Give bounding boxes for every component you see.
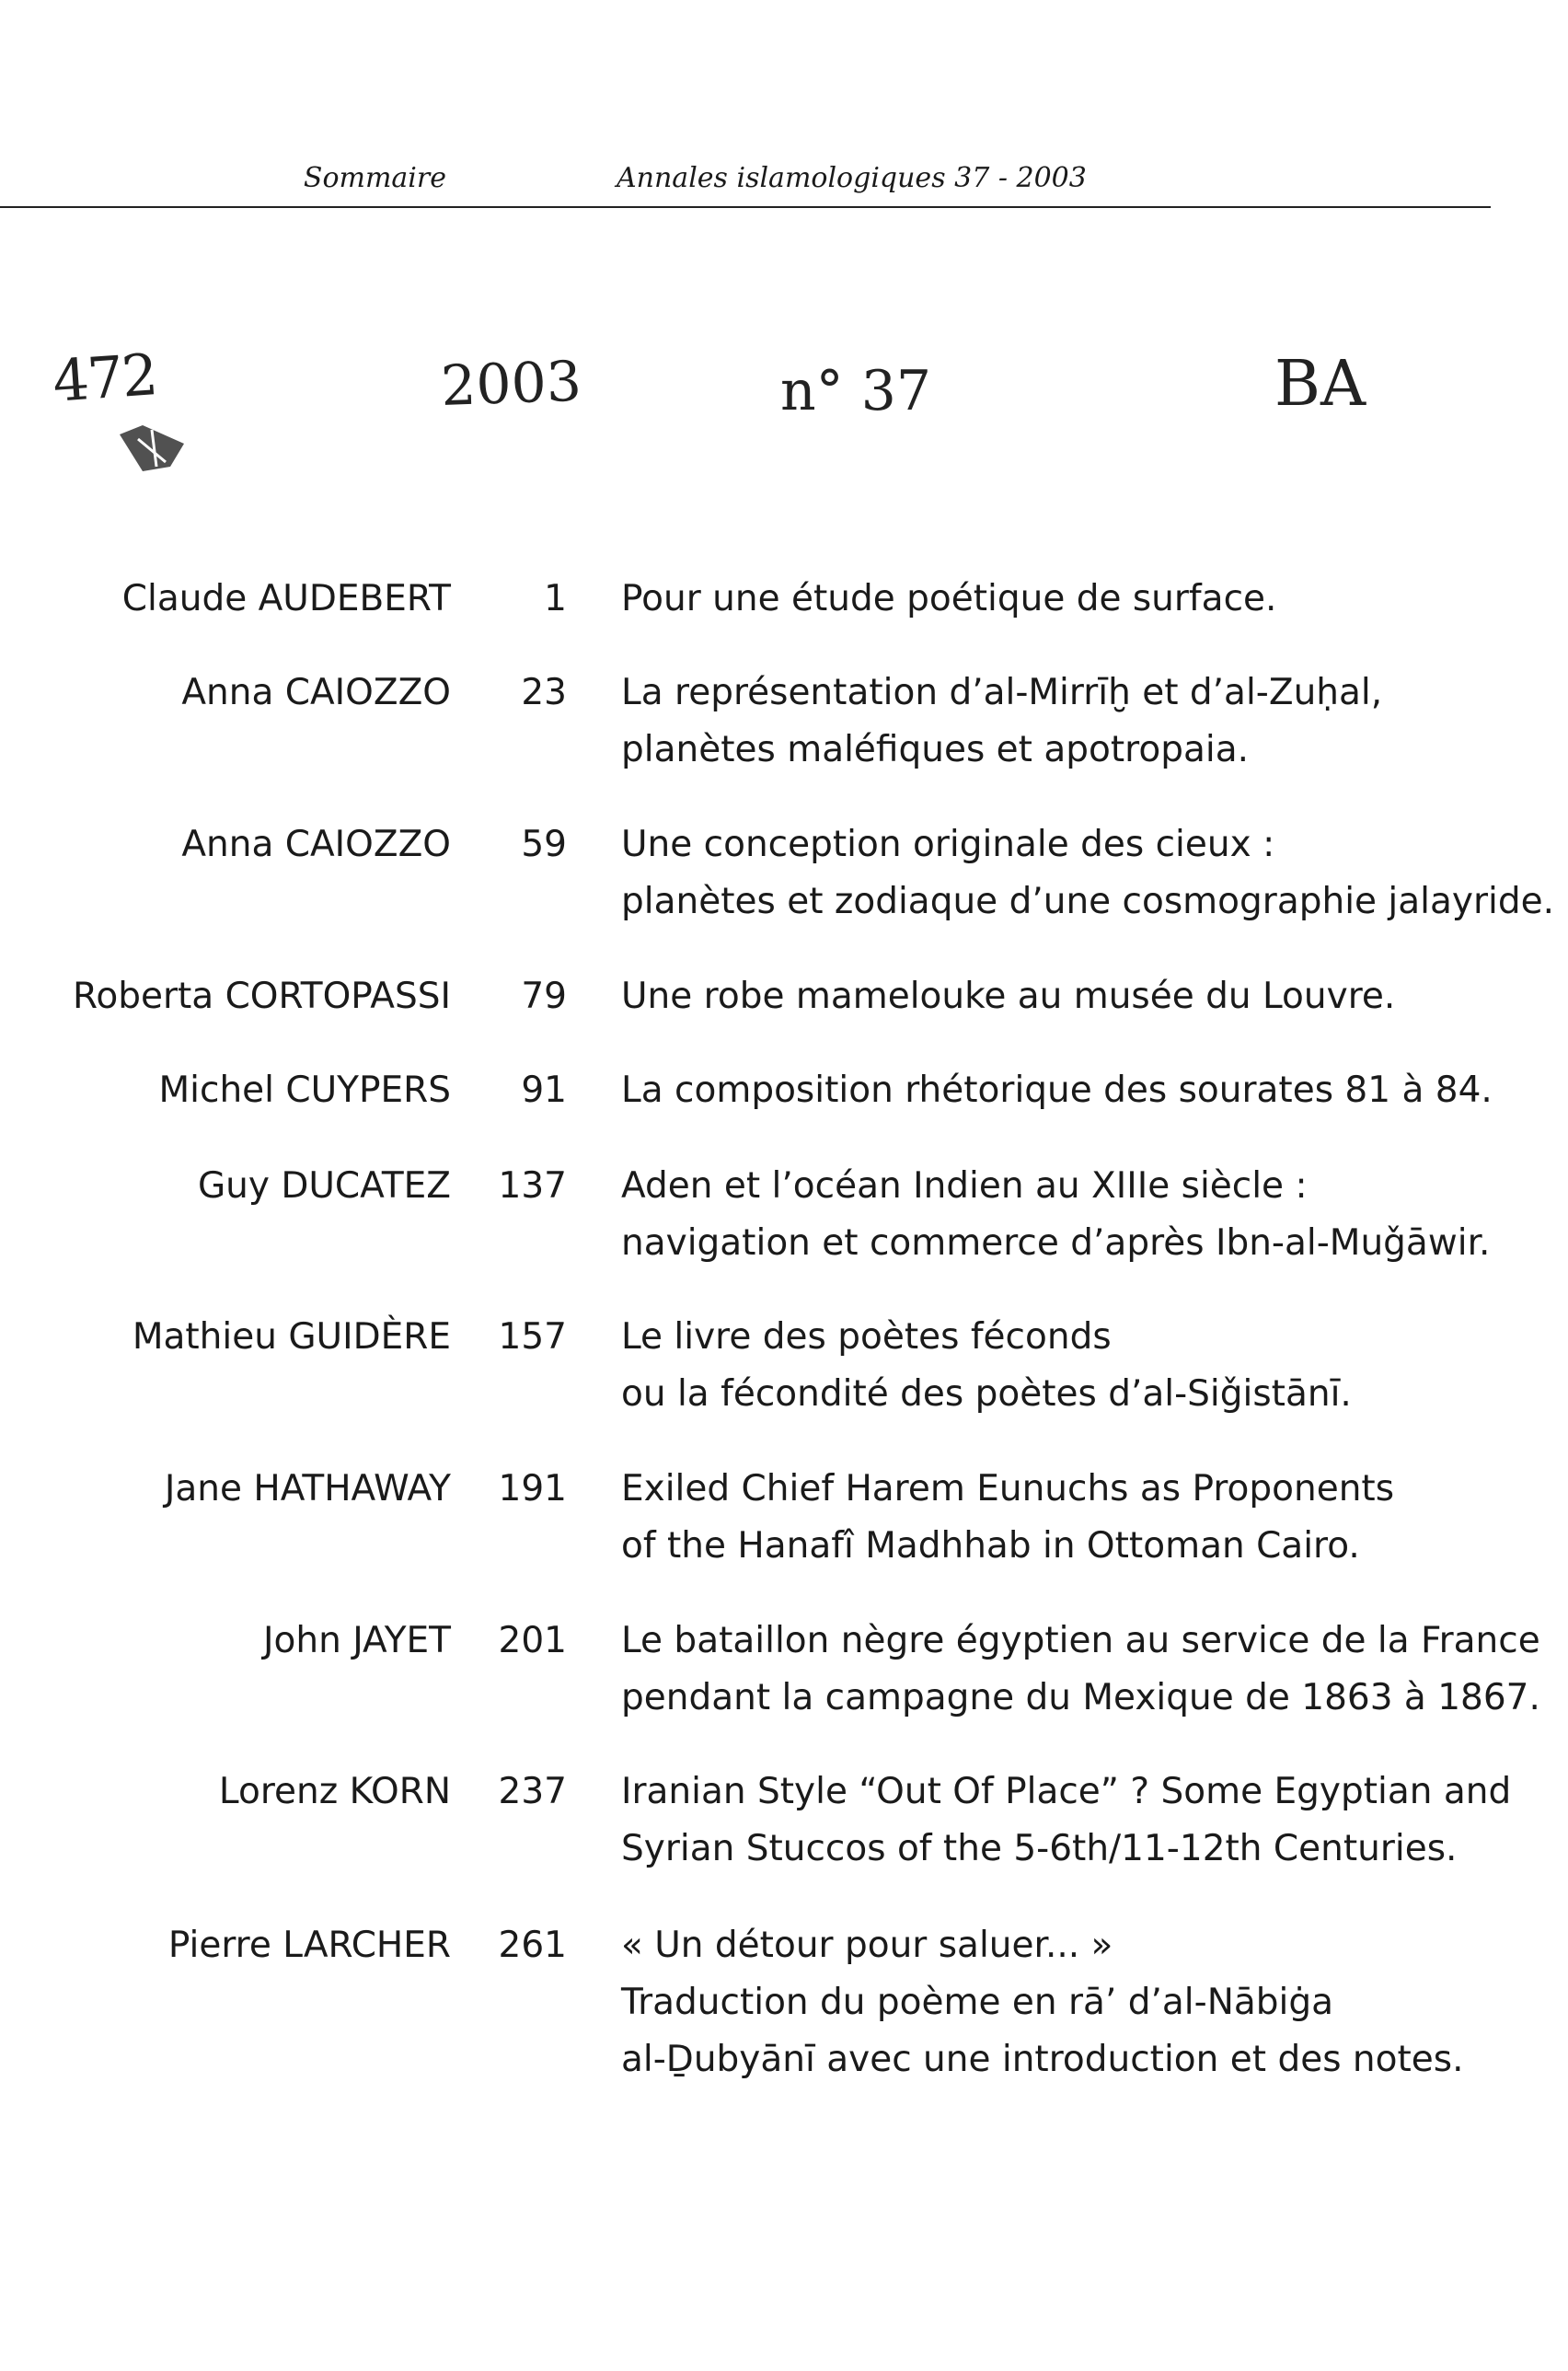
- entry-page: 59: [521, 824, 567, 865]
- title-line: La composition rhétorique des sourates 81 à 84.: [621, 1070, 1493, 1111]
- entry-page: 1: [544, 578, 567, 619]
- title-line: ou la fécondité des poètes d’al-Siǧistānī.: [621, 1373, 1352, 1415]
- entry-author: Lorenz KORN: [218, 1771, 451, 1812]
- entry-page: 191: [498, 1468, 567, 1509]
- title-line: Une conception originale des cieux :: [621, 824, 1275, 865]
- entry-page: 91: [521, 1070, 567, 1111]
- entry-author: Roberta CORTOPASSI: [72, 976, 451, 1017]
- entry-title: [621, 571, 1541, 628]
- entry-page: 157: [498, 1316, 567, 1358]
- entry-author: Anna CAIOZZO: [181, 824, 451, 865]
- entry-title: [621, 665, 1541, 779]
- entry-author: Jane HATHAWAY: [164, 1468, 451, 1509]
- entry-title: [621, 968, 1541, 1025]
- entry-author: Mathieu GUIDÈRE: [132, 1316, 451, 1358]
- title-line: planètes maléfiques et apotropaia.: [621, 729, 1249, 770]
- entry-page: 261: [498, 1925, 567, 1966]
- entry-page: 79: [521, 976, 567, 1017]
- entry-page: 23: [521, 672, 567, 713]
- entry-author: Pierre LARCHER: [167, 1925, 451, 1966]
- title-line: of the Hanafî Madhhab in Ottoman Cairo.: [621, 1525, 1360, 1567]
- title-line: Exiled Chief Harem Eunuchs as Proponents: [621, 1468, 1395, 1509]
- title-line: al-Ḏubyānī avec une introduction et des notes.: [621, 2039, 1464, 2080]
- handwritten-shelfmark: 472: [51, 341, 159, 415]
- title-line: Aden et l’océan Indien au XIIIe siècle :: [621, 1165, 1308, 1207]
- section-title: Sommaire: [303, 162, 446, 194]
- entry-page: 137: [498, 1165, 567, 1207]
- title-line: Pour une étude poétique de surface.: [621, 578, 1277, 619]
- handwritten-code: BA: [1274, 348, 1366, 421]
- title-line: Traduction du poème en rā’ d’al-Nābiġa: [621, 1982, 1334, 2023]
- entry-author: Michel CUYPERS: [158, 1070, 451, 1111]
- title-line: Syrian Stuccos of the 5-6th/11-12th Centuries.: [621, 1828, 1458, 1869]
- entry-page: 237: [498, 1771, 567, 1812]
- entry-page: 201: [498, 1620, 567, 1661]
- entry-author: Anna CAIOZZO: [181, 672, 451, 713]
- entry-title: [621, 816, 1554, 931]
- journal-title: Annales islamologiques 37 - 2003: [617, 162, 1087, 194]
- entry-author: Claude AUDEBERT: [121, 578, 451, 619]
- entry-title: [621, 1917, 1541, 2088]
- entry-title: [621, 1158, 1541, 1272]
- entry-title: [621, 1062, 1541, 1119]
- title-line: navigation et commerce d’après Ibn-al-Muǧāwir.: [621, 1222, 1491, 1264]
- entry-author: Guy DUCATEZ: [197, 1165, 451, 1207]
- title-line: Le livre des poètes féconds: [621, 1316, 1112, 1358]
- entry-title: [621, 1309, 1541, 1423]
- entry-title: [621, 1764, 1541, 1878]
- title-line: Iranian Style “Out Of Place” ? Some Egyptian and: [621, 1771, 1512, 1812]
- entry-title: [621, 1613, 1541, 1727]
- title-line: Le bataillon nègre égyptien au service de la France: [621, 1620, 1540, 1661]
- title-line: planètes et zodiaque d’une cosmographie jalayride.: [621, 881, 1554, 922]
- title-line: pendant la campagne du Mexique de 1863 à 1867.: [621, 1677, 1540, 1718]
- title-line: « Un détour pour saluer... »: [621, 1925, 1113, 1966]
- title-line: La représentation d’al-Mirrīḫ et d’al-Zuḥal,: [621, 672, 1383, 713]
- handwritten-year: 2003: [440, 349, 583, 419]
- entry-title: [621, 1461, 1541, 1575]
- handwritten-issue: n° 37: [780, 359, 932, 423]
- title-line: Une robe mamelouke au musée du Louvre.: [621, 976, 1396, 1017]
- entry-author: John JAYET: [263, 1620, 451, 1661]
